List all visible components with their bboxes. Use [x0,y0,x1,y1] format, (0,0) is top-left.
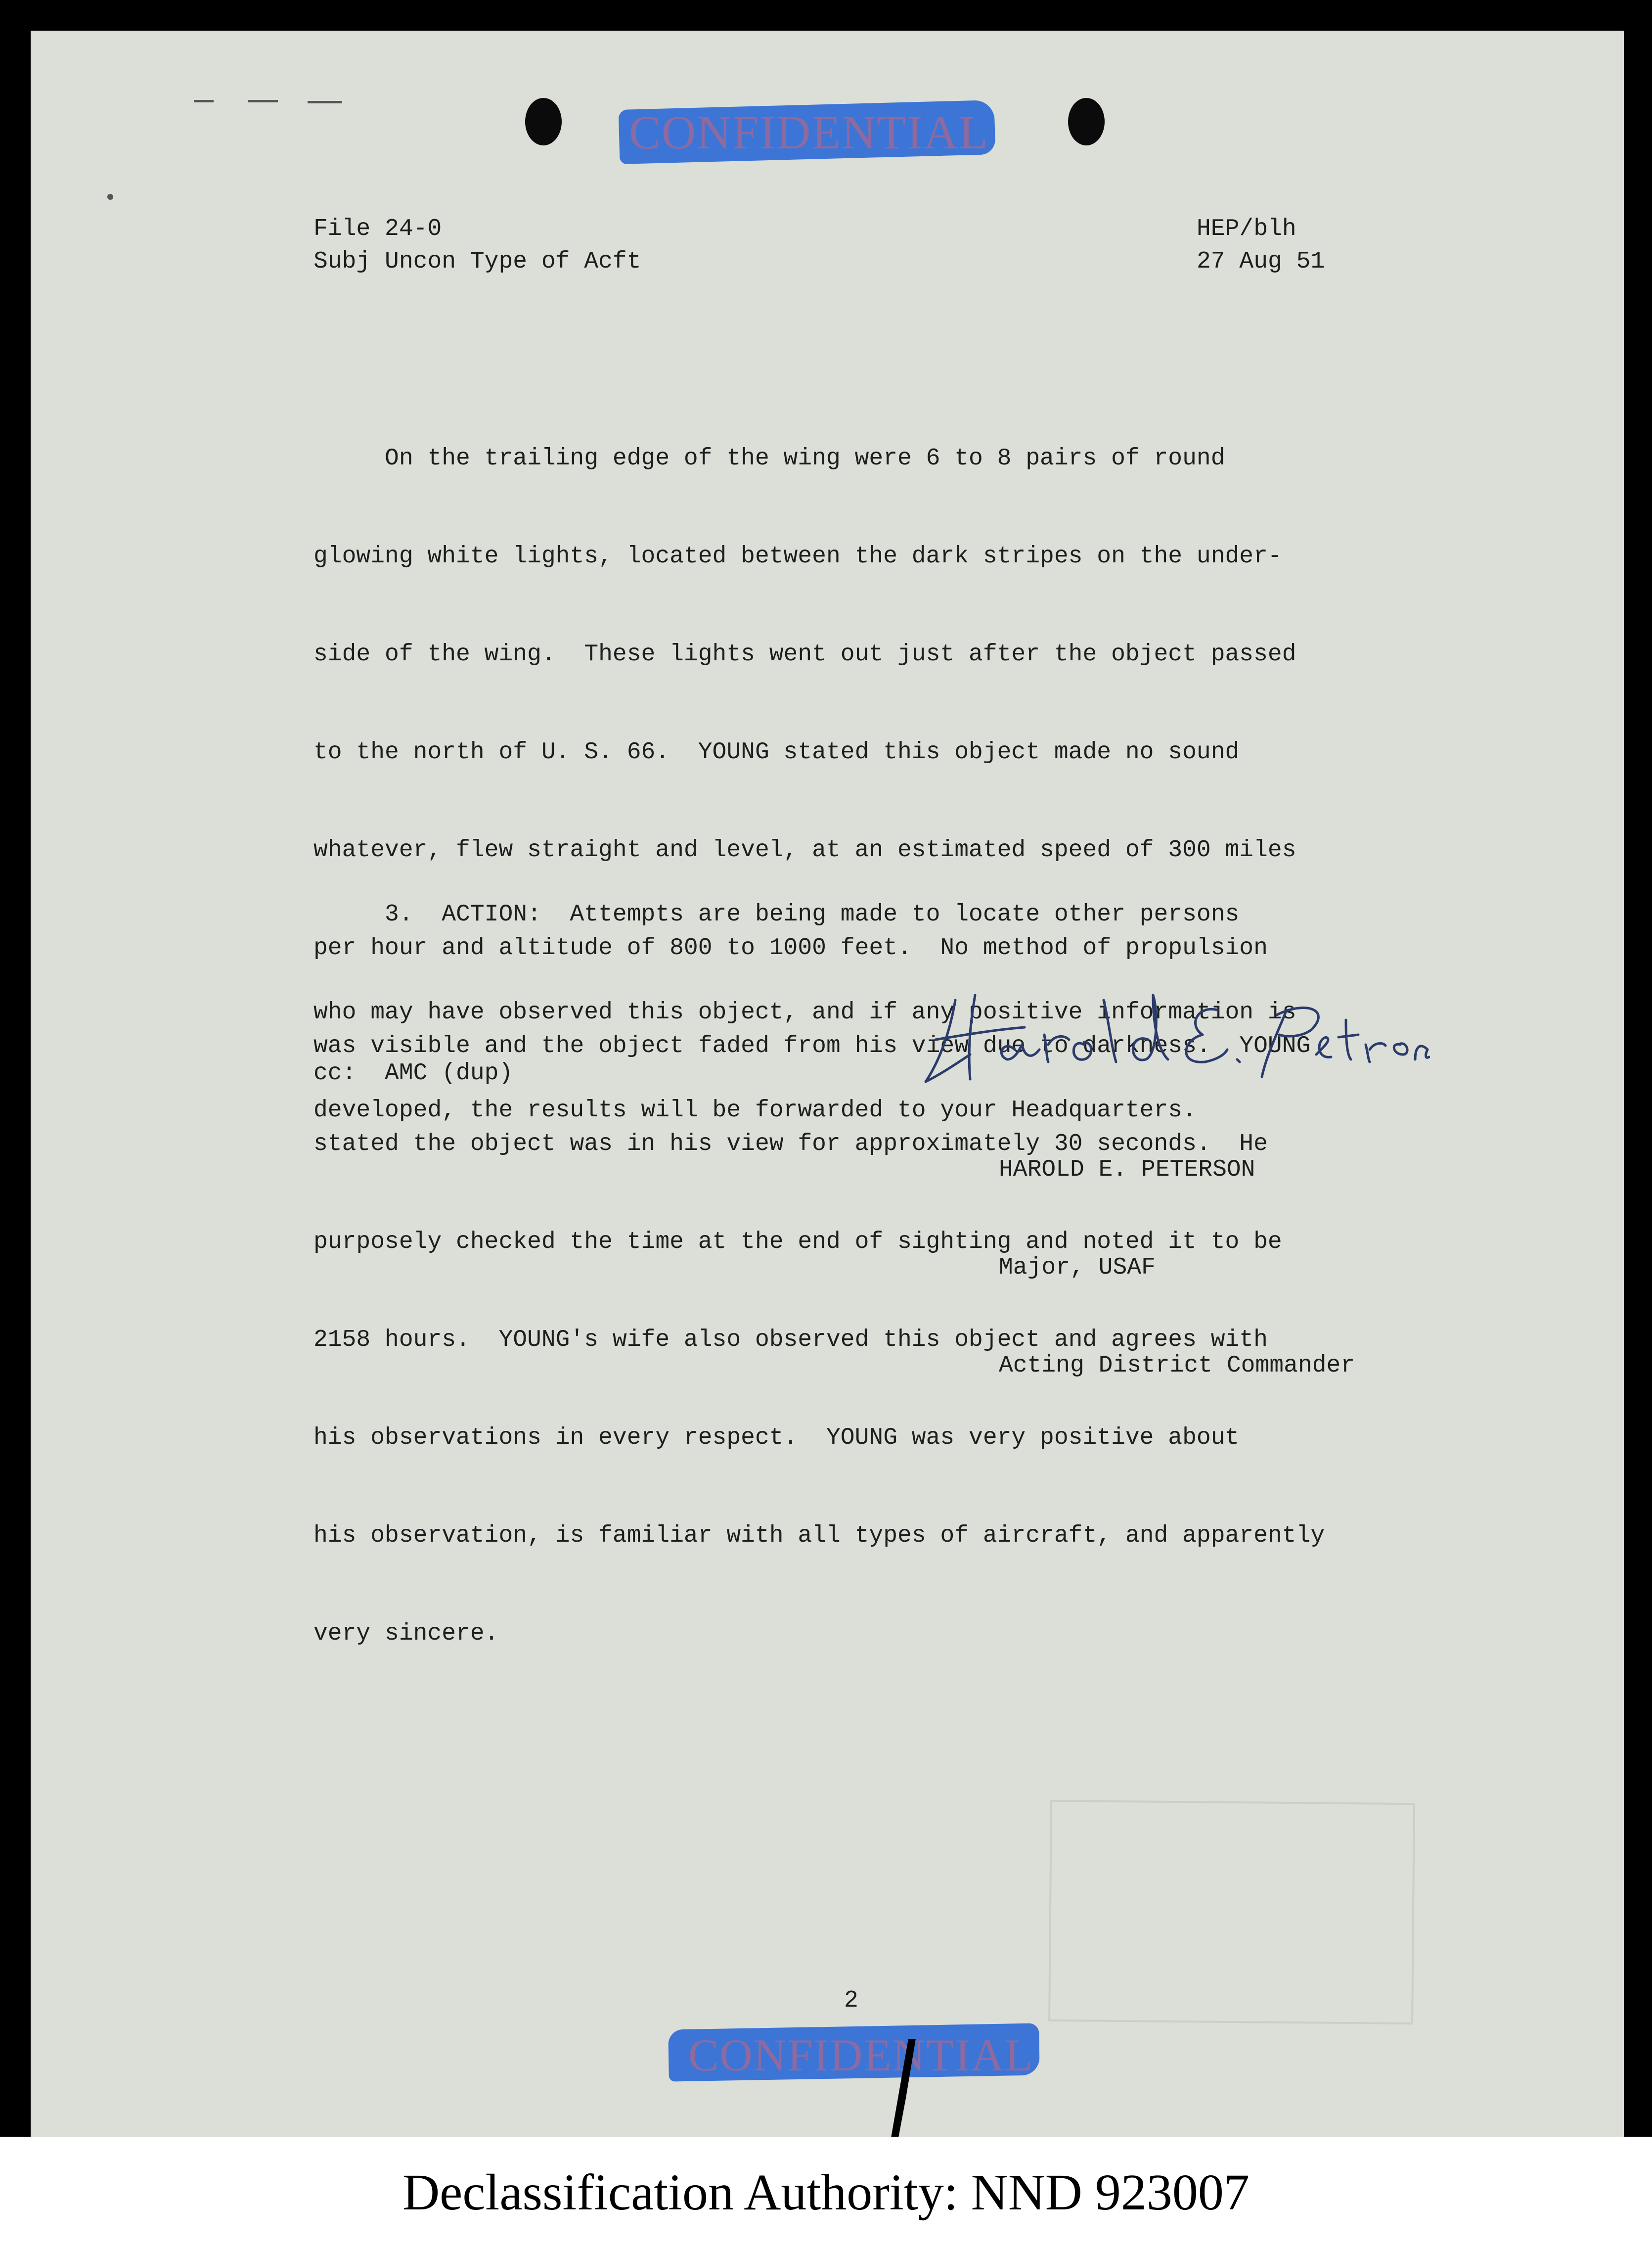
text-line: his observation, is familiar with all types of aircraft, and apparently [313,1522,1325,1549]
signature-block [999,1088,1355,1447]
text-line: stated the object was in his view for approximately 30 seconds. He [313,1131,1268,1157]
confidential-stamp-bottom: CONFIDENTIAL [688,2030,1034,2080]
initials: HEP/blh [1197,216,1296,242]
speck-mark [194,100,214,102]
carbon-copy-line: cc: AMC (dup) [313,1060,513,1087]
text-line: who may have observed this object, and if any positive information is [313,999,1296,1026]
file-reference: File 24-0 [313,216,442,242]
text-line: very sincere. [313,1620,499,1647]
text-line: per hour and altitude of 800 to 1000 feet. No method of propulsion [313,935,1268,962]
speck-mark [248,100,278,102]
page-number: 2 [844,1987,858,2014]
signer-rank: Major, USAF [999,1254,1156,1281]
declassification-footer [0,2137,1652,2248]
document-page [31,31,1624,2137]
paper-tear-mark [871,2039,931,2137]
speck-mark [107,194,113,200]
signer-title: Acting District Commander [999,1352,1355,1379]
text-line: purposely checked the time at the end of sighting and noted it to be [313,1229,1282,1255]
confidential-stamp-top: CONFIDENTIAL [629,106,989,159]
text-line: his observations in every respect. YOUNG was very positive about [313,1424,1240,1451]
speck-mark [308,101,342,103]
text-line: whatever, flew straight and level, at an estimated speed of 300 miles [313,837,1296,864]
text-line: 2158 hours. YOUNG's wife also observed this object and agrees with [313,1327,1268,1353]
punch-hole-left [525,98,562,145]
signer-name: HAROLD E. PETERSON [999,1156,1255,1183]
text-line: developed, the results will be forwarded to your Headquarters. [313,1097,1197,1124]
handwritten-signature [921,980,1430,1094]
text-line: 3. ACTION: Attempts are being made to locate other persons [313,901,1240,928]
text-line: to the north of U. S. 66. YOUNG stated this object made no sound [313,739,1240,766]
subject-line: Subj Uncon Type of Acft [313,248,641,275]
punch-hole-right [1068,98,1105,145]
text-line: glowing white lights, located between the dark stripes on the under- [313,543,1282,570]
document-date: 27 Aug 51 [1197,248,1325,275]
text-line: On the trailing edge of the wing were 6 to 8 pairs of round [313,445,1225,472]
declassification-authority: Declassification Authority: NND 923007 [402,2164,1250,2221]
text-line: side of the wing. These lights went out just after the object passed [313,641,1296,668]
text-line: was visible and the object faded from his view due to darkness. YOUNG [313,1033,1311,1059]
faint-receipt-stamp [1048,1800,1415,2024]
